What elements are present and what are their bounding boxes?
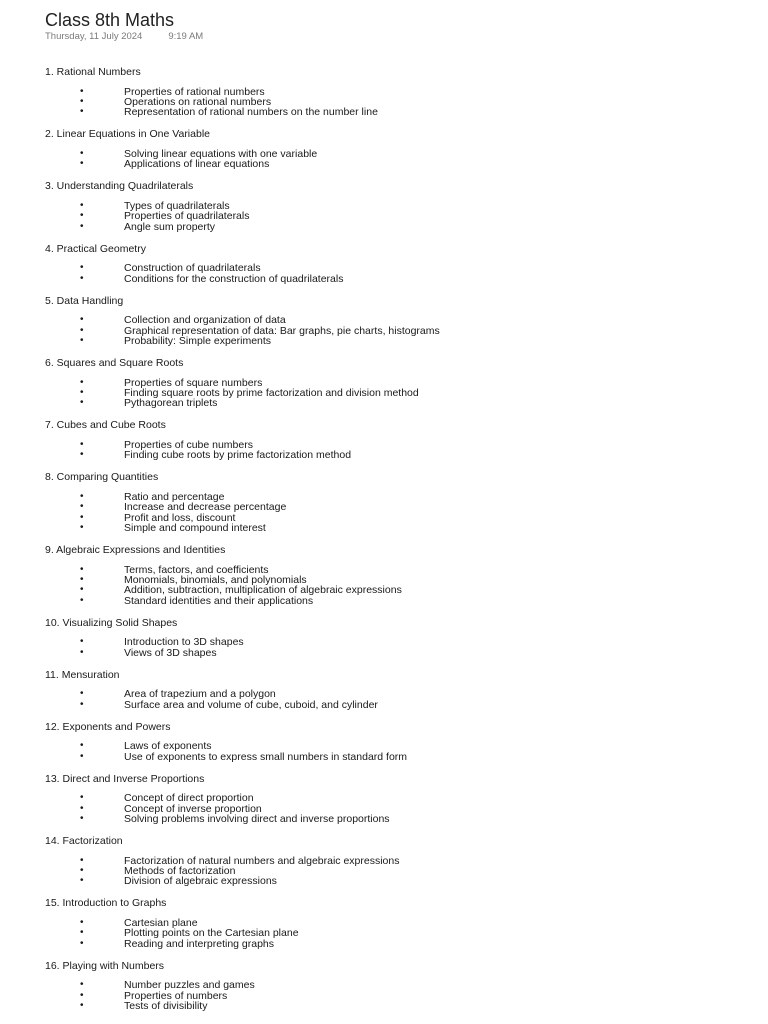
subtopic-text: Introduction to 3D shapes xyxy=(124,636,244,649)
bullet-icon: • xyxy=(80,106,84,118)
subtopic-item xyxy=(45,274,745,284)
subtopic-item xyxy=(45,876,745,886)
bullet-icon: • xyxy=(80,262,84,274)
subtopic-list xyxy=(45,378,745,409)
subtopic-text: Properties of rational numbers xyxy=(124,85,265,98)
topic-heading: 10. Visualizing Solid Shapes xyxy=(45,616,178,629)
bullet-icon: • xyxy=(80,740,84,752)
subtopic-text: Properties of numbers xyxy=(124,989,228,1002)
subtopic-list xyxy=(45,856,745,887)
subtopic-text: Use of exponents to express small numbers in standard form xyxy=(124,750,408,763)
subtopic-text: Properties of quadrilaterals xyxy=(124,210,250,223)
note-date: Thursday, 11 July 2024 xyxy=(45,31,143,42)
subtopic-list xyxy=(45,440,745,461)
bullet-icon: • xyxy=(80,917,84,929)
subtopic-text: Number puzzles and games xyxy=(124,979,255,992)
subtopic-text: Angle sum property xyxy=(124,220,216,233)
bullet-icon: • xyxy=(80,397,84,409)
topic-section xyxy=(45,66,745,118)
bullet-icon: • xyxy=(80,501,84,513)
topic-section xyxy=(45,544,745,606)
subtopic-text: Factorization of natural numbers and algebraic expressions xyxy=(124,854,400,867)
subtopic-text: Addition, subtraction, multiplication of algebraic expressions xyxy=(124,584,402,597)
note-time: 9:19 AM xyxy=(168,31,204,42)
bullet-icon: • xyxy=(80,158,84,170)
subtopic-text: Monomials, binomials, and polynomials xyxy=(124,574,307,587)
subtopic-text: Conditions for the construction of quadrilaterals xyxy=(124,272,344,285)
topic-heading: 4. Practical Geometry xyxy=(45,242,146,255)
topic-heading: 12. Exponents and Powers xyxy=(45,720,171,733)
bullet-icon: • xyxy=(80,574,84,586)
bullet-icon: • xyxy=(80,511,84,523)
subtopic-item xyxy=(45,700,745,710)
subtopic-item xyxy=(45,1001,745,1011)
bullet-icon: • xyxy=(80,594,84,606)
subtopic-text: Increase and decrease percentage xyxy=(124,501,287,514)
topic-section xyxy=(45,835,745,887)
subtopic-text: Laws of exponents xyxy=(124,740,212,753)
subtopic-list xyxy=(45,492,745,534)
subtopic-list xyxy=(45,980,745,1011)
bullet-icon: • xyxy=(80,636,84,648)
topic-section xyxy=(45,897,745,949)
bullet-icon: • xyxy=(80,989,84,1001)
subtopic-text: Solving problems involving direct and inverse proportions xyxy=(124,813,390,826)
subtopic-text: Surface area and volume of cube, cuboid, and cylinder xyxy=(124,698,378,711)
subtopic-text: Representation of rational numbers on the number line xyxy=(124,106,378,119)
subtopic-text: Construction of quadrilaterals xyxy=(124,262,261,275)
bullet-icon: • xyxy=(80,865,84,877)
topic-list xyxy=(45,66,745,1022)
subtopic-text: Views of 3D shapes xyxy=(124,646,217,659)
subtopic-item xyxy=(45,648,745,658)
subtopic-text: Operations on rational numbers xyxy=(124,95,272,108)
bullet-icon: • xyxy=(80,490,84,502)
topic-section xyxy=(45,669,745,710)
bullet-icon: • xyxy=(80,750,84,762)
subtopic-list xyxy=(45,741,745,762)
topic-heading: 6. Squares and Square Roots xyxy=(45,357,184,370)
bullet-icon: • xyxy=(80,688,84,700)
topic-heading: 1. Rational Numbers xyxy=(45,66,141,78)
topic-section xyxy=(45,960,745,1012)
subtopic-list xyxy=(45,87,745,118)
bullet-icon: • xyxy=(80,449,84,461)
subtopic-item xyxy=(45,596,745,606)
topic-section xyxy=(45,295,745,347)
bullet-icon: • xyxy=(80,95,84,107)
subtopic-text: Collection and organization of data xyxy=(124,314,286,327)
bullet-icon: • xyxy=(80,646,84,658)
topic-section xyxy=(45,243,745,284)
subtopic-text: Reading and interpreting graphs xyxy=(124,937,275,950)
bullet-icon: • xyxy=(80,698,84,710)
subtopic-text: Types of quadrilaterals xyxy=(124,199,230,212)
bullet-icon: • xyxy=(80,335,84,347)
topic-heading: 11. Mensuration xyxy=(45,668,120,681)
topic-heading: 14. Factorization xyxy=(45,835,123,848)
subtopic-item xyxy=(45,939,745,949)
bullet-icon: • xyxy=(80,314,84,326)
subtopic-text: Profit and loss, discount xyxy=(124,511,236,524)
subtopic-item xyxy=(45,752,745,762)
bullet-icon: • xyxy=(80,438,84,450)
subtopic-list xyxy=(45,315,745,346)
subtopic-text: Properties of square numbers xyxy=(124,376,263,389)
bullet-icon: • xyxy=(80,199,84,211)
topic-heading: 2. Linear Equations in One Variable xyxy=(45,128,210,141)
bullet-icon: • xyxy=(80,522,84,534)
subtopic-text: Standard identities and their applications xyxy=(124,594,314,607)
bullet-icon: • xyxy=(80,979,84,991)
subtopic-item xyxy=(45,336,745,346)
bullet-icon: • xyxy=(80,324,84,336)
topic-section xyxy=(45,357,745,409)
subtopic-item xyxy=(45,159,745,169)
subtopic-text: Concept of direct proportion xyxy=(124,792,254,805)
subtopic-list xyxy=(45,689,745,710)
bullet-icon: • xyxy=(80,813,84,825)
bullet-icon: • xyxy=(80,854,84,866)
bullet-icon: • xyxy=(80,85,84,97)
subtopic-text: Terms, factors, and coefficients xyxy=(124,563,269,576)
topic-heading: 3. Understanding Quadrilaterals xyxy=(45,180,194,193)
subtopic-list xyxy=(45,793,745,824)
topic-heading: 13. Direct and Inverse Proportions xyxy=(45,772,205,785)
subtopic-text: Cartesian plane xyxy=(124,917,198,930)
subtopic-text: Properties of cube numbers xyxy=(124,438,253,451)
topic-section xyxy=(45,721,745,762)
bullet-icon: • xyxy=(80,875,84,887)
topic-heading: 7. Cubes and Cube Roots xyxy=(45,419,166,432)
subtopic-text: Plotting points on the Cartesian plane xyxy=(124,927,299,940)
bullet-icon: • xyxy=(80,927,84,939)
subtopic-text: Division of algebraic expressions xyxy=(124,875,277,888)
bullet-icon: • xyxy=(80,802,84,814)
topic-section xyxy=(45,128,745,169)
subtopic-text: Probability: Simple experiments xyxy=(124,335,272,348)
bullet-icon: • xyxy=(80,584,84,596)
topic-section xyxy=(45,617,745,658)
bullet-icon: • xyxy=(80,220,84,232)
subtopic-text: Methods of factorization xyxy=(124,865,236,878)
bullet-icon: • xyxy=(80,792,84,804)
bullet-icon: • xyxy=(80,937,84,949)
subtopic-text: Applications of linear equations xyxy=(124,158,270,171)
subtopic-text: Solving linear equations with one variable xyxy=(124,147,318,160)
bullet-icon: • xyxy=(80,563,84,575)
topic-heading: 8. Comparing Quantities xyxy=(45,471,159,484)
subtopic-text: Graphical representation of data: Bar graphs, pie charts, histograms xyxy=(124,324,440,337)
subtopic-item xyxy=(45,222,745,232)
subtopic-item xyxy=(45,814,745,824)
subtopic-list xyxy=(45,565,745,607)
subtopic-text: Area of trapezium and a polygon xyxy=(124,688,276,701)
subtopic-text: Finding square roots by prime factorization and division method xyxy=(124,387,419,399)
topic-heading: 9. Algebraic Expressions and Identities xyxy=(45,544,226,557)
topic-section xyxy=(45,471,745,533)
topic-heading: 16. Playing with Numbers xyxy=(45,959,165,972)
bullet-icon: • xyxy=(80,272,84,284)
subtopic-item xyxy=(45,450,745,460)
bullet-icon: • xyxy=(80,147,84,159)
bullet-icon: • xyxy=(80,210,84,222)
subtopic-text: Concept of inverse proportion xyxy=(124,802,262,815)
topic-section xyxy=(45,773,745,825)
topic-section xyxy=(45,419,745,460)
subtopic-list xyxy=(45,149,745,170)
page-title: Class 8th Maths xyxy=(45,10,175,30)
note-timestamp xyxy=(45,31,203,43)
topic-heading: 15. Introduction to Graphs xyxy=(45,897,167,910)
bullet-icon: • xyxy=(80,376,84,388)
bullet-icon: • xyxy=(80,1000,84,1012)
subtopic-list xyxy=(45,637,745,658)
subtopic-list xyxy=(45,201,745,232)
subtopic-item xyxy=(45,107,745,117)
topic-heading: 5. Data Handling xyxy=(45,294,124,307)
subtopic-text: Pythagorean triplets xyxy=(124,397,218,410)
subtopic-item xyxy=(45,523,745,533)
topic-section xyxy=(45,180,745,232)
subtopic-list xyxy=(45,918,745,949)
subtopic-item xyxy=(45,398,745,408)
bullet-icon: • xyxy=(80,387,84,398)
subtopic-list xyxy=(45,263,745,284)
subtopic-text: Finding cube roots by prime factorization method xyxy=(124,449,352,462)
subtopic-text: Ratio and percentage xyxy=(124,490,225,503)
subtopic-text: Tests of divisibility xyxy=(124,1000,208,1013)
subtopic-text: Simple and compound interest xyxy=(124,522,266,535)
